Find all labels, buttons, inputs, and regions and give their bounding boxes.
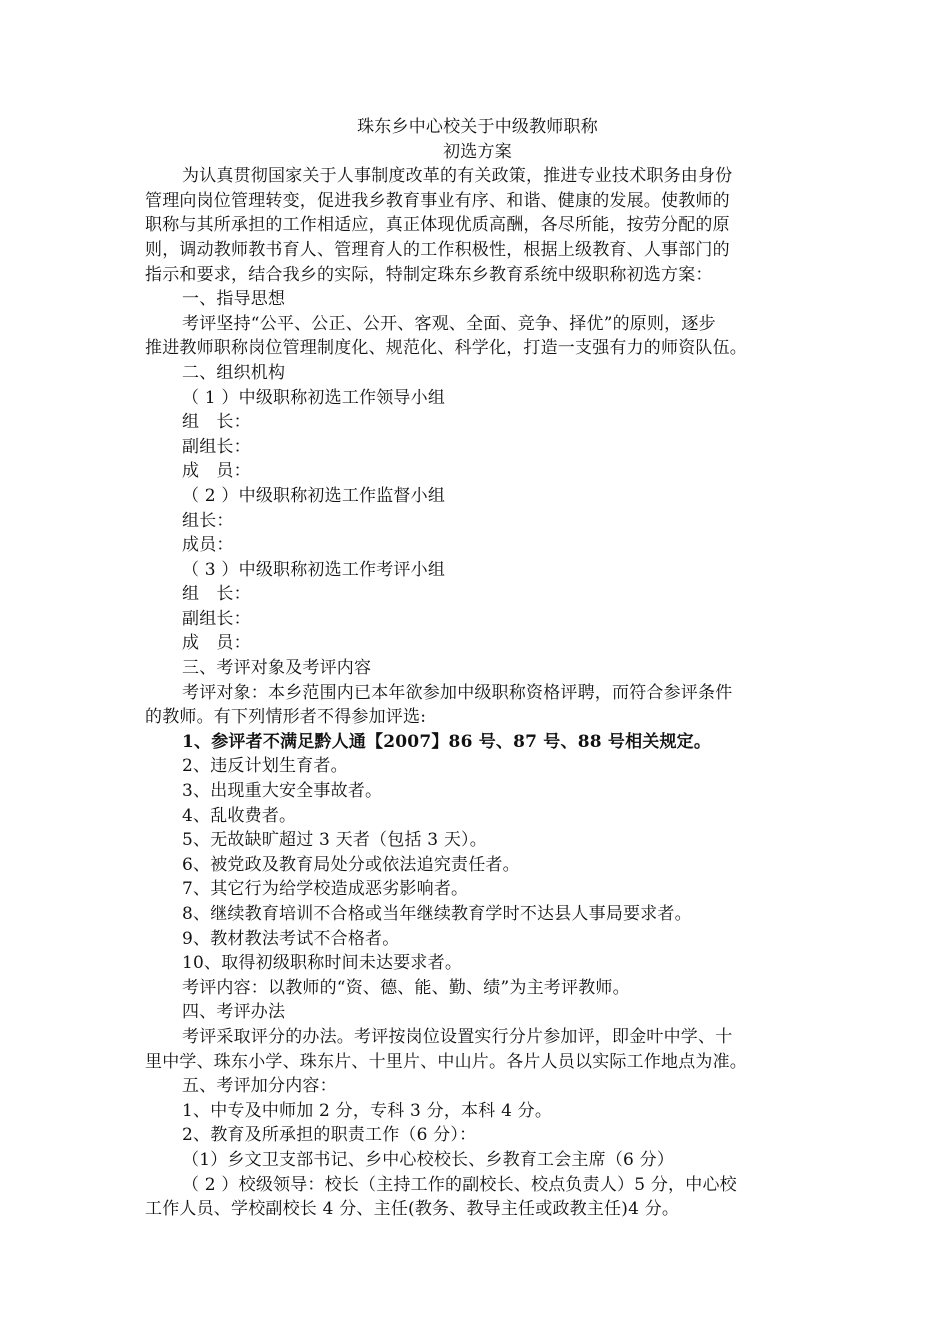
section-heading-evaluation-method: 四、考评办法 [182,1002,286,1023]
section-heading-organization: 二、组织机构 [182,362,286,383]
group-title: （ 3 ）中级职称初选工作考评小组 [182,559,446,580]
exclusion-item: 9、教材教法考试不合格者。 [182,928,400,949]
group-title: （ 2 ）中级职称初选工作监督小组 [182,485,446,506]
exclusion-item: 10、取得初级职称时间未达要求者。 [182,953,463,974]
exclusion-item: 6、被党政及教育局处分或依法追究责任者。 [182,854,520,875]
exclusion-item: 7、其它行为给学校造成恶劣影响者。 [182,879,469,900]
group-title: （ 1 ）中级职称初选工作领导小组 [182,387,446,408]
section-heading-bonus-points: 五、考评加分内容： [182,1076,337,1097]
paragraph-line: 推进教师职称岗位管理制度化、规范化、科学化，打造一支强有力的师资队伍。 [145,338,747,359]
exclusion-item: 5、无故缺旷超过 3 天者（包括 3 天）。 [182,830,487,851]
group-role-deputy: 副组长： [182,608,251,629]
paragraph-line: 里中学、珠东小学、珠东片、十里片、中山片。各片人员以实际工作地点为准。 [145,1051,747,1072]
exclusion-item: 1、参评者不满足黔人通【2007】86 号、87 号、88 号相关规定。 [182,731,712,752]
bonus-subitem-continuation: 工作人员、学校副校长 4 分、主任(教务、教导主任或政教主任)4 分。 [145,1199,680,1220]
document-title-line-2: 初选方案 [443,141,512,162]
group-role-members: 成 员： [182,461,251,482]
paragraph-line: 考评对象：本乡范围内已本年欲参加中级职称资格评聘，而符合参评条件 [182,682,733,703]
intro-line: 指示和要求，结合我乡的实际，特制定珠东乡教育系统中级职称初选方案： [145,264,713,285]
exclusion-item: 8、继续教育培训不合格或当年继续教育学时不达县人事局要求者。 [182,904,692,924]
group-role-members: 成员： [182,535,234,556]
exclusion-item: 4、乱收费者。 [182,805,297,826]
bonus-item: 1、中专及中师加 2 分，专科 3 分，本科 4 分。 [182,1100,553,1121]
paragraph-line: 考评坚持“公平、公正、公开、客观、全面、竞争、择优”的原则，逐步 [182,313,716,334]
section-heading-guiding-principles: 一、指导思想 [182,289,286,310]
group-role-leader: 组长： [182,510,234,531]
intro-line: 为认真贯彻国家关于人事制度改革的有关政策，推进专业技术职务由身份 [182,166,733,187]
group-role-leader: 组 长： [182,584,251,605]
intro-line: 则，调动教师教书育人、管理育人的工作积极性，根据上级教育、人事部门的 [145,239,730,260]
bonus-item: 2、教育及所承担的职责工作（6 分）： [182,1125,477,1146]
intro-line: 职称与其所承担的工作相适应，真正体现优质高酬，各尽所能，按劳分配的原 [145,215,730,236]
group-role-deputy: 副组长： [182,436,251,457]
paragraph-line: 的教师。有下列情形者不得参加评选: [145,707,427,728]
exclusion-item: 3、出现重大安全事故者。 [182,781,383,802]
paragraph-line: 考评采取评分的办法。考评按岗位设置实行分片参加评，即金叶中学、十 [182,1026,733,1047]
group-role-leader: 组 长： [182,412,251,433]
exclusion-item: 2、违反计划生育者。 [182,756,348,777]
document-body [145,115,810,1222]
section-heading-evaluation-targets: 三、考评对象及考评内容 [182,658,372,679]
bonus-subitem: （1）乡文卫支部书记、乡中心校校长、乡教育工会主席（6 分） [182,1149,675,1170]
intro-line: 管理向岗位管理转变，促进我乡教育事业有序、和谐、健康的发展。使教师的 [145,190,730,211]
evaluation-content: 考评内容：以教师的“资、德、能、勤、绩”为主考评教师。 [182,977,630,998]
group-role-members: 成 员： [182,633,251,654]
document-title-line-1: 珠东乡中心校关于中级教师职称 [357,117,598,137]
bonus-subitem: （ 2 ）校级领导：校长（主持工作的副校长、校点负责人）5 分，中心校 [182,1174,737,1195]
